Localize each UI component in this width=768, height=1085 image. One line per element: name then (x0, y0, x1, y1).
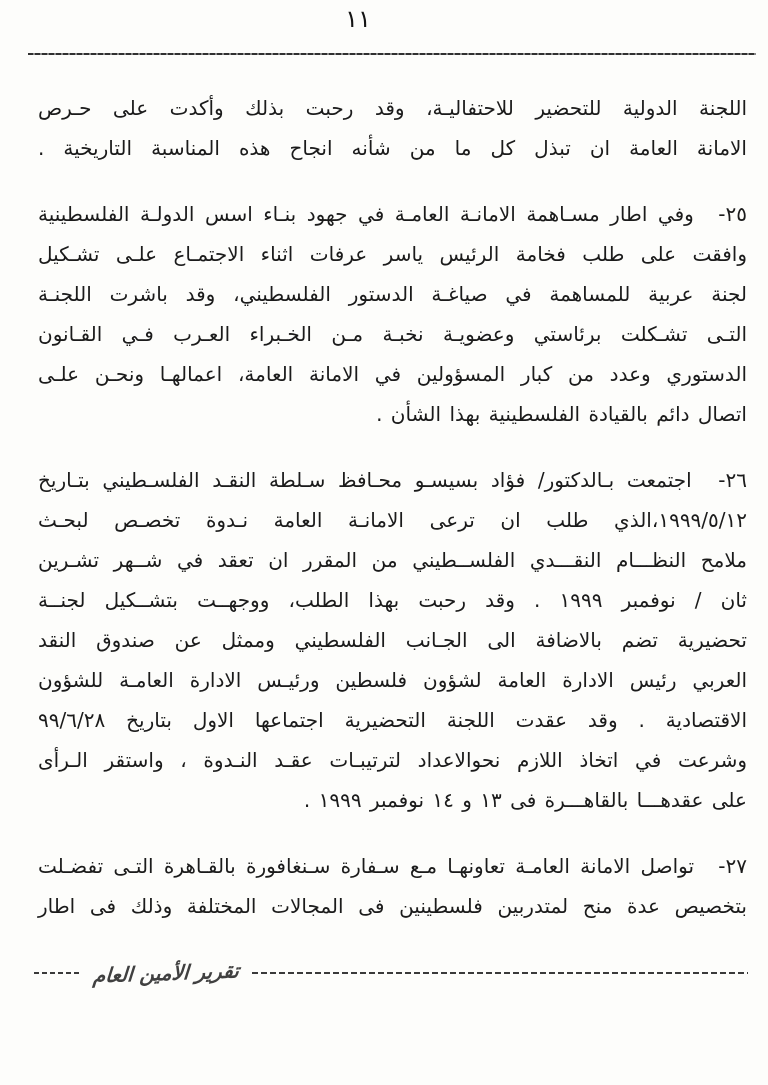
text-line: وشرعت في اتخاذ اللازم نحوالاعداد لترتيبـات عقـد النـدوة ، واستقر الـرأى (38, 748, 747, 772)
paragraph-number: ٢٧- (718, 854, 747, 878)
page-number: ١١ (345, 5, 371, 33)
text-line: وافقت على طلب فخامة الرئيس ياسر عرفات اثناء الاجتمـاع علـى تشـكيل (38, 242, 747, 266)
footer (34, 954, 748, 992)
footer-rule (252, 972, 748, 974)
text-line: ملامح النظـــام النقـــدي الفلســطيني من المقرر ان تعقد في شــهر تشـرين (38, 548, 747, 572)
paragraph (38, 88, 747, 168)
paragraph-number: ٢٥- (718, 202, 747, 226)
text-line: الامانة العامة ان تبذل كل ما من شأنه انجاح هذه المناسبة التاريخية . (38, 136, 747, 160)
paragraph-number: ٢٦- (718, 468, 747, 492)
text-line: بتخصيص عدة منح لمتدربين فلسطينين فى المجالات المختلفة وذلك فى اطار (38, 894, 747, 918)
text-line: تحضيرية تضم بالاضافة الى الجـانب الفلسطيني وممثل عن صندوق النقد (38, 628, 747, 652)
text-line: الدستوري وعدد من كبار المسؤولين في الامانة العامة، اعمالهـا ونحـن علـى (38, 362, 747, 386)
text-line: العربي رئيس الادارة العامة لشؤون فلسطين ورئيـس الادارة العامـة للشؤون (38, 668, 747, 692)
text-line: الاقتصادية . وقد عقدت اللجنة التحضيرية اجتماعها الاول بتاريخ ٩٩/٦/٢٨ (38, 708, 747, 732)
paragraph (38, 846, 747, 926)
paragraph (38, 194, 747, 434)
paragraph (38, 460, 747, 820)
footer-signature-handwritten: تقرير الأمين العام (92, 958, 240, 988)
text-line: ٢٥- وفي اطار مسـاهمة الامانـة العامـة في جهود بنـاء اسس الدولـة الفلسطينية (38, 202, 747, 226)
text-line: اتصال دائم بالقيادة الفلسطينية بهذا الشأن . (376, 402, 747, 426)
text-line: على عقدهـــا بالقاهـــرة فى ١٣ و ١٤ نوفمبر ١٩٩٩ . (303, 788, 747, 812)
header-rule (28, 53, 756, 55)
text-line: ٢٦- اجتمعت بـالدكتور/ فؤاد بسيسـو محـافظ سـلطة النقـد الفلسـطيني بتـاريخ (38, 468, 747, 492)
footer-dash-left (34, 972, 80, 974)
text-line: لجنة عربية للمساهمة في صياغـة الدستور الفلسطيني، وقد باشرت اللجنـة (38, 282, 747, 306)
text-line: اللجنة الدولية للتحضير للاحتفاليـة، وقد رحبت بذلك وأكدت على حـرص (38, 96, 747, 120)
text-line: ٢٧- تواصل الامانة العامـة تعاونهـا مـع سـفارة سـنغافورة بالقـاهرة التـى تفضـلت (38, 854, 747, 878)
document-body (38, 88, 747, 952)
text-line: التـى تشـكلت برئاستي وعضويـة نخبـة مـن الخـبراء العـرب فـي القـانون (38, 322, 747, 346)
text-line: ١٩٩٩/٥/١٢،الذي طلب ان ترعى الامانـة العامة نـدوة تخصـص لبحـث (38, 508, 747, 532)
text-line: ثان / نوفمبر ١٩٩٩ . وقد رحبت بهذا الطلب، ووجهــت بتشــكيل لجنــة (38, 588, 747, 612)
